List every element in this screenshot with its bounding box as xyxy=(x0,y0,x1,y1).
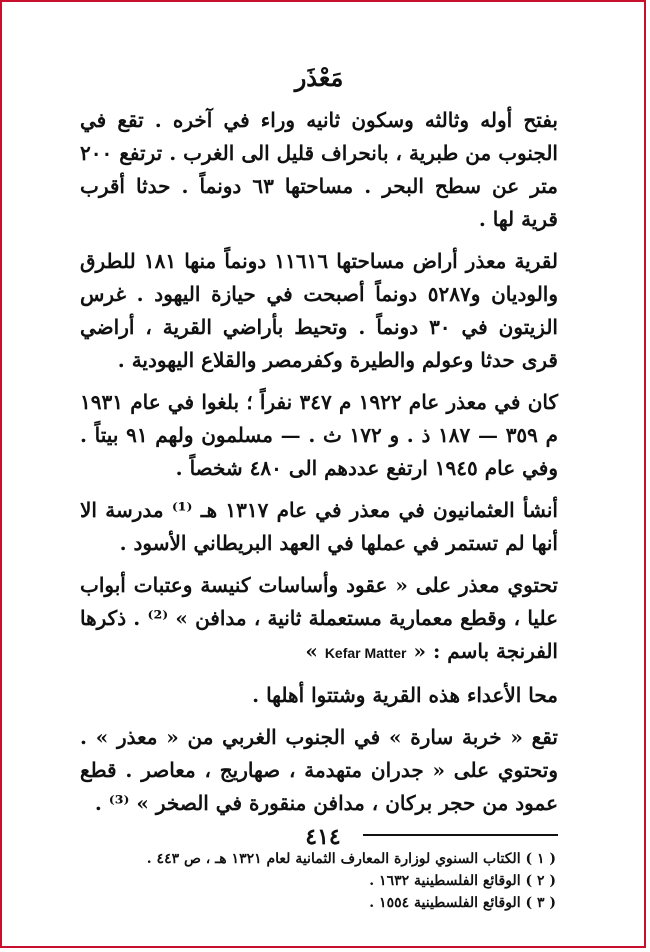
entry-title: مَعْذَر xyxy=(294,63,344,92)
paragraph-destruction: محا الأعداء هذه القرية وشتتوا أهلها . xyxy=(252,683,558,707)
footnote-1: ( ١ ) الكتاب السنوي لوزارة المعارف الثمانية لعام ١٣٢١ هـ ، ص ٤٤٣ . xyxy=(146,851,556,867)
paragraph-school: أنشأ العثمانيون في معذر في عام ١٣١٧ هـ ⁽¹⁾ مدرسة الا أنها لم تستمر في عملها في العهد البريطاني الأسود . xyxy=(80,498,558,555)
paragraph-location: بفتح أوله وثالثه وسكون ثانيه وراء في آخره . تقع في الجنوب من طبرية ، بانحراف قليل الى الغرب . ترتفع ٢٠٠ متر عن سطح البحر . مساحتها ٦٣ دونماً . حدثا أقرب قرية لها . xyxy=(80,108,558,231)
page-number: ٤١٤ xyxy=(305,824,341,850)
paragraph-population: كان في معذر عام ١٩٢٢ م ٣٤٧ نفراً ؛ بلغوا في عام ١٩٣١ م ٣٥٩ — ١٨٧ ذ . و ١٧٢ ث . — مسلمون ولهم ٩١ بيتاً . وفي عام ١٩٤٥ ارتفع عددهم الى ٤٨٠ شخصاً . xyxy=(80,390,559,480)
latin-name-open-quote: « xyxy=(413,639,426,663)
footnote-3: ( ٣ ) الوقائع الفلسطينية ١٥٥٤ . xyxy=(369,895,556,911)
paragraph-khirbet: تقع « خربة سارة » في الجنوب الغربي من « معذر » . وتحتوي على « جدران متهدمة ، صهاريج ، معاصر . قطع عمود من حجر بركان ، مدافن منقورة في الصخر » ⁽³⁾ . xyxy=(80,725,558,815)
paragraph-antiquities xyxy=(80,569,558,670)
page-content xyxy=(80,58,558,914)
paragraph-lands: لقرية معذر أراض مساحتها ١١٦١٦ دونماً منها ١٨١ للطرق والوديان و٥٢٨٧ دونماً أصبحت في حيازة اليهود . غرس الزيتون في ٣٠ دونماً . وتحيط بأراضي القرية ، أراضي قرى حدثا وعولم والطيرة وكفرمصر والقلاع اليهودية . xyxy=(80,249,558,372)
antiquities-text: تحتوي معذر على « عقود وأساسات كنيسة وعتبات أبواب عليا ، وقطع معمارية مستعملة ثانية ، مدافن » ⁽²⁾ . ذكرها الفرنجة باسم : xyxy=(80,573,558,663)
latin-name-close-quote: » xyxy=(305,639,318,663)
latin-name: Kefar Matter xyxy=(324,645,407,661)
footnote-2: ( ٢ ) الوقائع الفلسطينية ١٦٣٢ . xyxy=(369,873,556,889)
